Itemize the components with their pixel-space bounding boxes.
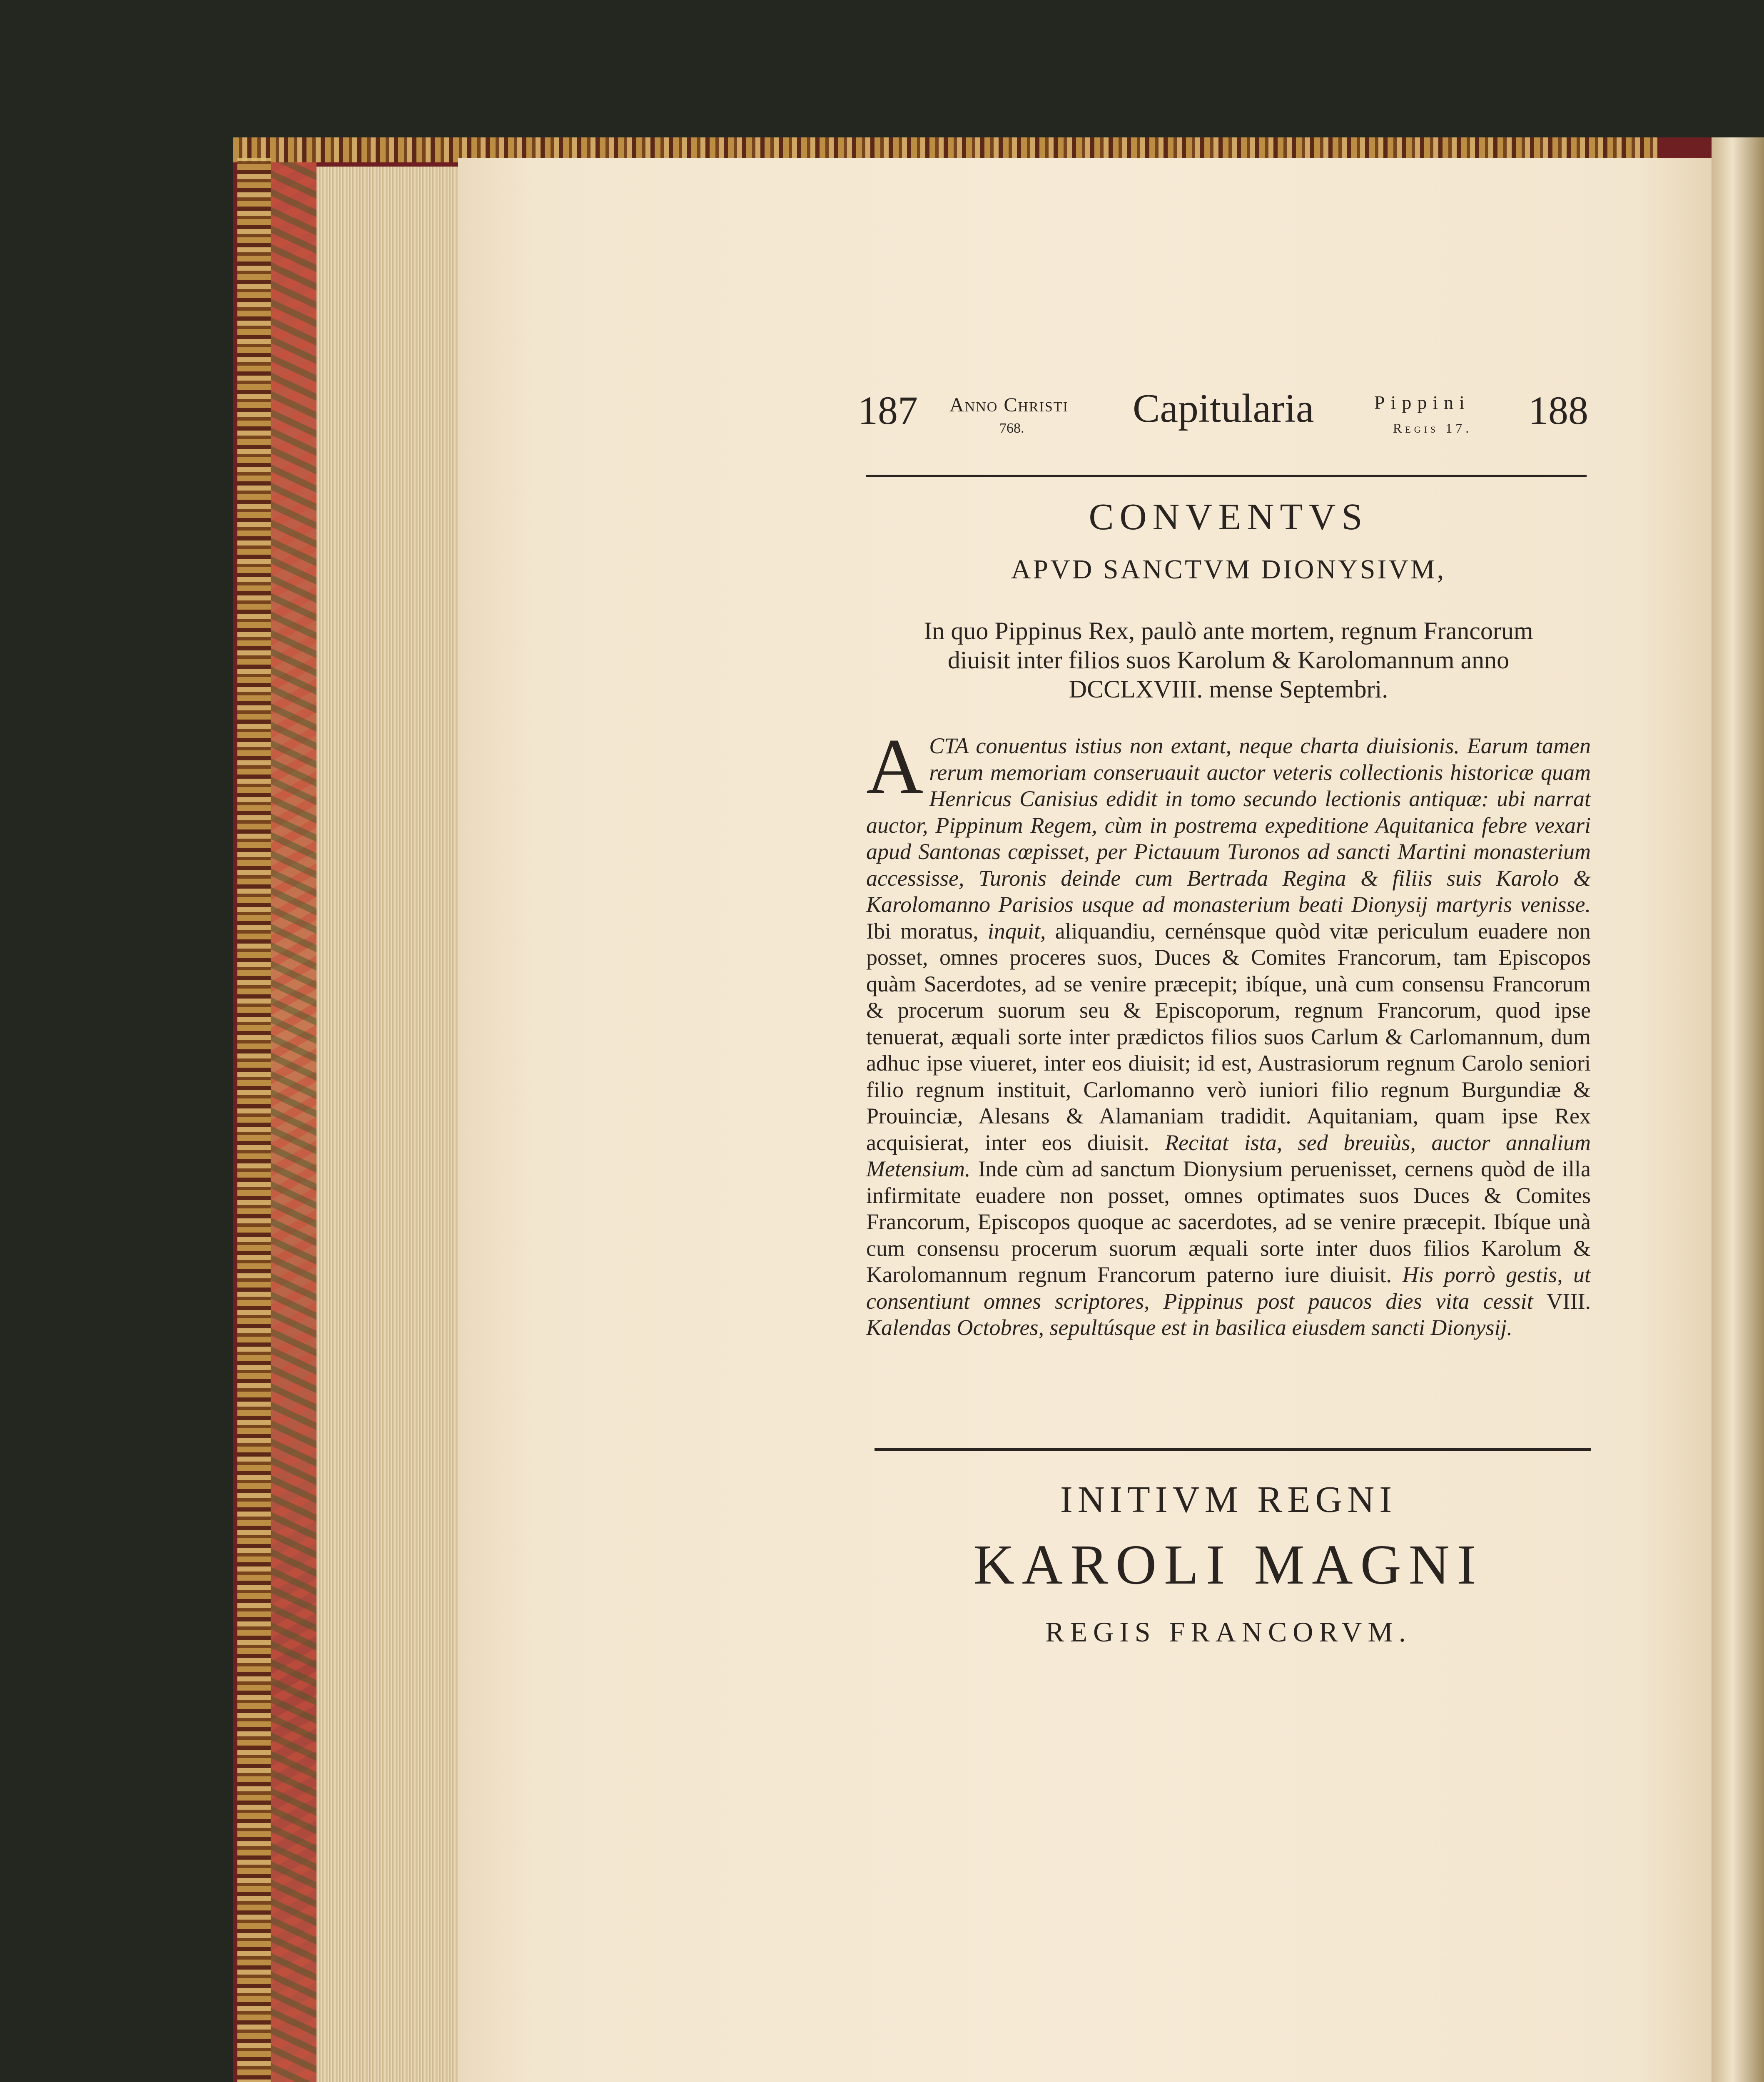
body-italic: Recitat ista, sed breuiùs, auctor annalium Metensium.: [866, 1130, 1591, 1181]
section-heading: CONVENTVS: [1089, 496, 1368, 538]
body-paragraph: [866, 723, 1591, 1341]
intro-line: diuisit inter filios suos Karolum & Karolomannum anno: [947, 646, 1510, 674]
body-italic: inquit,: [987, 918, 1046, 944]
drop-cap: A: [866, 723, 924, 810]
intro-line: In quo Pippinus Rex, paulò ante mortem, regnum Francorum: [924, 617, 1533, 645]
body-roman: Ibi moratus,: [866, 918, 979, 944]
section-intro: [866, 616, 1591, 704]
body-roman: aliquandiu, cernénsque quòd vitæ periculum euadere non posset, omnes proceres suos, Duces & Comites Francorum, tam Episcopos quàm Sacerdotes, ad se venire præcepit; ibíque, unà cum consensu Francorum & procerum suorum seu & Episcoporum, regnum Francorum, quod ipse tenuerat, æquali sorte inter prædictos filios suos Carlum & Carlomannum, dum adhuc ipse viueret, inter eos diuisit; id est, Austrasiorum regnum Carolo seniori filio regnum instituit, Carlomanno verò iuniori filio regnum Burgundiæ & Prouinciæ, Alesans & Alamaniam tradidit. Aquitaniam, quam ipse Rex acquisierat, inter eos diuisit.: [866, 918, 1591, 1155]
running-head-regis: Regis 17.: [1393, 421, 1472, 436]
page-edges: [316, 167, 466, 2082]
running-head-pippini: Pippini: [1374, 392, 1470, 413]
section2-line3: REGIS FRANCORVM.: [1045, 1616, 1412, 1648]
running-head-year: 768.: [999, 421, 1024, 436]
section-rule: [875, 1448, 1591, 1451]
running-head-anno: Anno Christi: [949, 394, 1069, 416]
body-roman: VIII.: [1546, 1288, 1591, 1314]
body-italic: CTA conuentus istius non extant, neque charta diuisionis. Earum tamen rerum memoriam conseruauit auctor veteris collectionis historicæ quam Henricus Canisius edidit in tomo secundo lectionis antiquæ: ubi narrat auctor, Pippinum Regem, cùm in postrema expeditione Aquitanica febre vexari apud Santonas cœpisset, per Pictauum Turonos ad sancti Martini monasterium accessisse, Turonis deinde cum Bertrada Regina & filiis suis Karolo & Karolomanno Parisios usque ad monasterium beati Dionysij martyris venisse.: [866, 733, 1591, 917]
gilt-border-left: [237, 158, 271, 2082]
intro-line: DCCLXVIII. mense Septembri.: [1069, 675, 1388, 703]
section-subheading: APVD SANCTVM DIONYSIVM,: [1011, 554, 1446, 585]
header-rule: [866, 475, 1587, 477]
page-number-left: 187: [858, 388, 918, 433]
marbled-endpaper: [271, 162, 316, 2082]
section2-line1: INITIVM REGNI: [1060, 1479, 1397, 1520]
body-roman: Inde cùm ad sanctum Dionysium peruenisset, cernens quòd de illa infirmitate euadere non posset, omnes optimates suos Duces & Comites Francorum, Episcopos quoque ac sacerdotes, ad se venire præcepit. Ibíque unà cum consensu procerum suorum æquali sorte inter duos filios Karolum & Karolomannum regnum Francorum paterno iure diuisit.: [866, 1156, 1591, 1287]
facing-page-edge: [1712, 137, 1764, 2082]
section2-line2: KAROLI MAGNI: [973, 1534, 1484, 1596]
page-number-right: 188: [1528, 388, 1588, 433]
body-italic: Kalendas Octobres, sepultúsque est in basilica eiusdem sancti Dionysij.: [866, 1315, 1512, 1340]
body-italic: His porrò gestis, ut consentiunt omnes scriptores, Pippinus post paucos dies vita cessit: [866, 1262, 1591, 1314]
running-head-title: Capitularia: [1133, 386, 1314, 431]
